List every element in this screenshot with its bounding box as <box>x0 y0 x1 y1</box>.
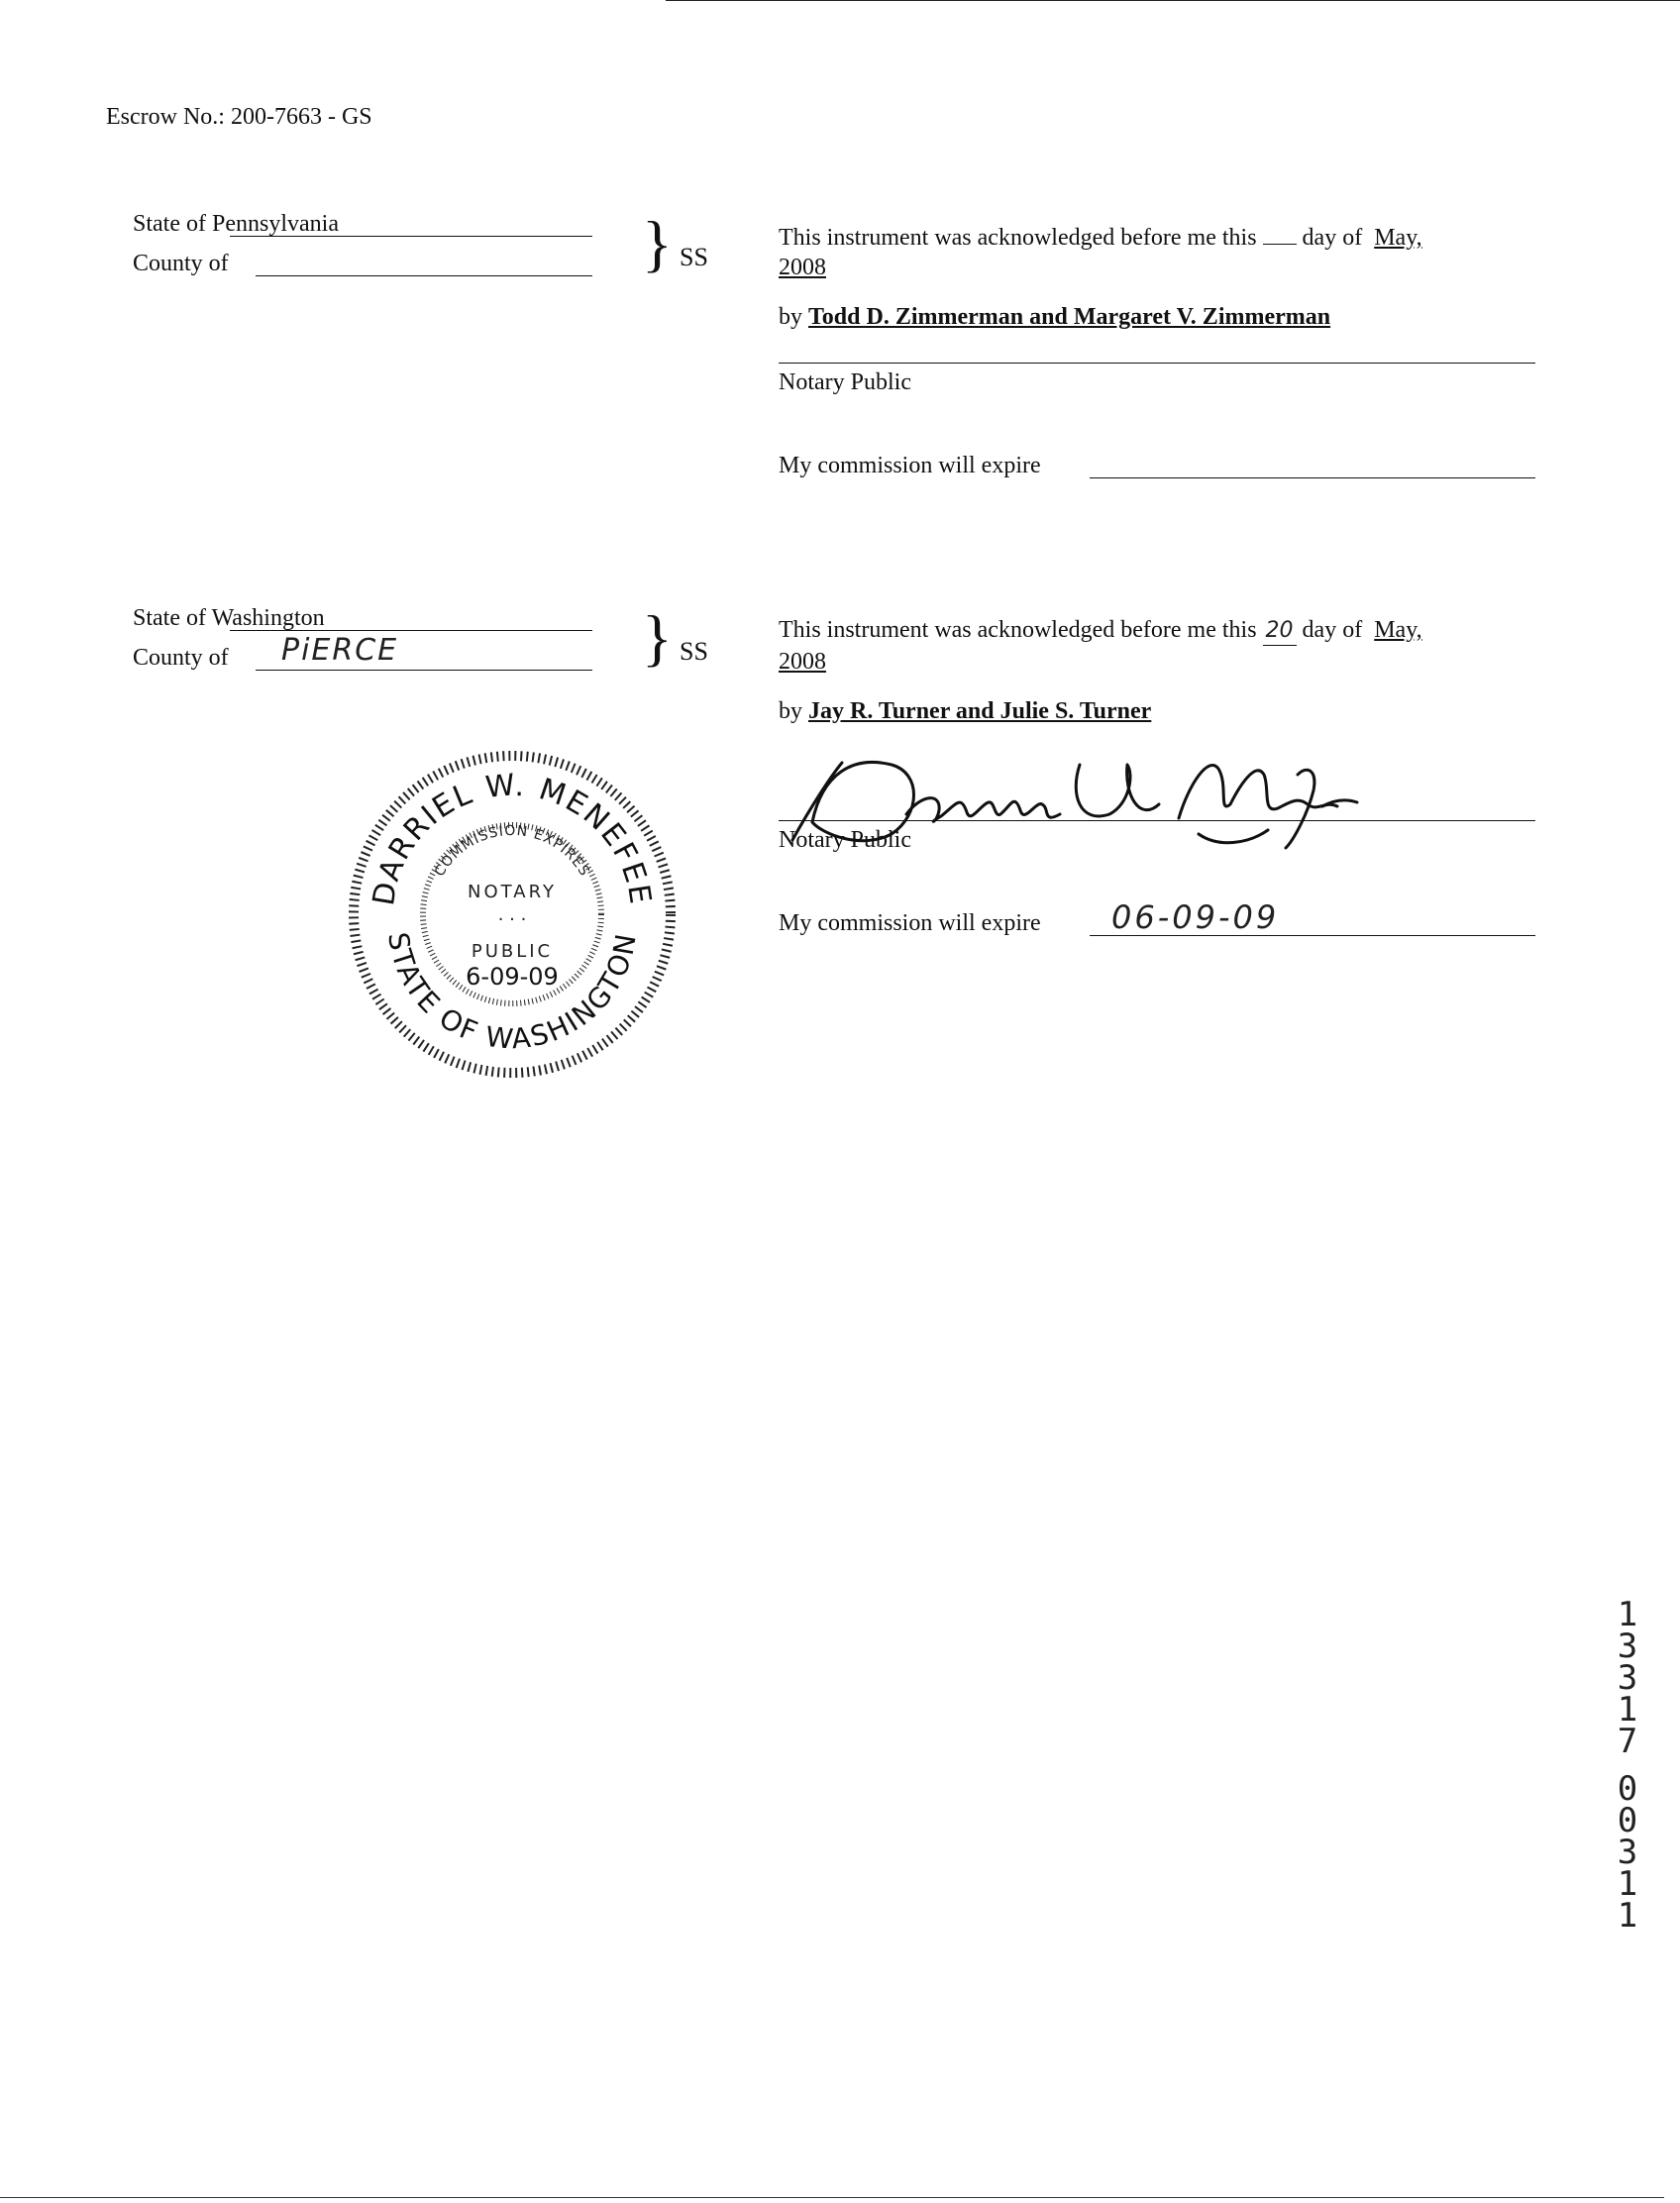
block2-notary-label: Notary Public <box>779 827 911 853</box>
block1-brace: } <box>642 208 673 278</box>
seal-state: STATE OF WASHINGTON <box>381 929 644 1056</box>
svg-text:COMMISSION EXPIRES <box>432 823 592 880</box>
bottom-edge-line <box>0 2197 1664 2198</box>
seal-notary-text: NOTARY <box>468 882 557 902</box>
recording-digit: 3 <box>1617 1833 1638 1872</box>
block1-commission-line <box>1090 477 1535 478</box>
block2-state-label: State of <box>133 605 206 631</box>
block2-county-line <box>256 670 592 671</box>
seal-date: 6-09-09 <box>466 963 559 991</box>
block1-by-label: by <box>779 304 802 330</box>
block2-day-value: 20 <box>1263 617 1297 646</box>
block1-state-label: State of <box>133 211 206 237</box>
block2-county <box>133 644 229 672</box>
block2-ack-line <box>779 616 1422 646</box>
recording-digit: 7 <box>1617 1722 1638 1761</box>
block2-by-label: by <box>779 698 802 724</box>
seal-name: DARRIEL W. MENEFEE <box>366 768 658 908</box>
block1-state-value: Pennsylvania <box>211 211 339 237</box>
notary-seal <box>349 751 676 1078</box>
recording-digit: 1 <box>1617 1896 1638 1936</box>
block2-ack-text: This instrument was acknowledged before me this <box>779 617 1257 643</box>
block2-commission-label: My commission will expire <box>779 910 1041 936</box>
recording-digit: 1 <box>1617 1690 1638 1730</box>
seal-dots: · · · <box>497 909 527 930</box>
block2-year: 2008 <box>779 649 826 675</box>
block1-commission-label: My commission will expire <box>779 453 1041 478</box>
block1-state-line <box>230 236 592 237</box>
block2-county-label: County of <box>133 645 229 671</box>
recording-digit: 3 <box>1617 1626 1638 1666</box>
block2-ss: SS <box>680 637 708 666</box>
block1-county <box>133 250 229 277</box>
recording-digit: 1 <box>1617 1864 1638 1904</box>
block1-by-line <box>779 303 1330 331</box>
block1-county-label: County of <box>133 251 229 276</box>
escrow-label: Escrow No.: <box>106 104 225 130</box>
block1-county-line <box>256 275 592 276</box>
block1-notary-signature-line <box>779 363 1535 364</box>
seal-public-text: PUBLIC <box>471 941 554 962</box>
block1-ack-line <box>779 222 1422 252</box>
block1-notary-label: Notary Public <box>779 369 911 395</box>
block2-county-value: PiERCE <box>281 633 399 668</box>
block2-day-of: day of <box>1302 617 1363 643</box>
recording-digit: 0 <box>1617 1769 1638 1809</box>
block1-month: May, <box>1374 225 1422 251</box>
block2-state-line <box>230 630 592 631</box>
escrow-number: 200-7663 - GS <box>230 104 372 130</box>
block1-day-blank <box>1263 222 1297 245</box>
block1-year: 2008 <box>779 255 826 280</box>
block2-brace: } <box>642 602 673 673</box>
block2-notary-signature-line <box>779 820 1535 821</box>
top-edge-line <box>666 0 1680 1</box>
block2-state-value: Washington <box>211 605 325 631</box>
recording-digit: 3 <box>1617 1658 1638 1698</box>
block2-commission-value: 06-09-09 <box>1111 898 1280 936</box>
block2-month: May, <box>1374 617 1422 643</box>
block1-day-of: day of <box>1302 225 1363 251</box>
block1-state <box>133 210 339 238</box>
block2-state <box>133 604 325 632</box>
recording-number <box>1611 1595 1644 1936</box>
block2-parties: Jay R. Turner and Julie S. Turner <box>808 698 1152 724</box>
recording-digit: 1 <box>1617 1595 1638 1634</box>
block2-by-line <box>779 697 1151 725</box>
recording-digit: 0 <box>1617 1801 1638 1840</box>
seal-commission-text: COMMISSION EXPIRES <box>431 822 593 880</box>
escrow-number-line <box>106 103 372 131</box>
block1-ss: SS <box>680 243 708 271</box>
block1-parties: Todd D. Zimmerman and Margaret V. Zimmerman <box>808 304 1331 330</box>
block1-ack-text: This instrument was acknowledged before me this <box>779 225 1257 251</box>
